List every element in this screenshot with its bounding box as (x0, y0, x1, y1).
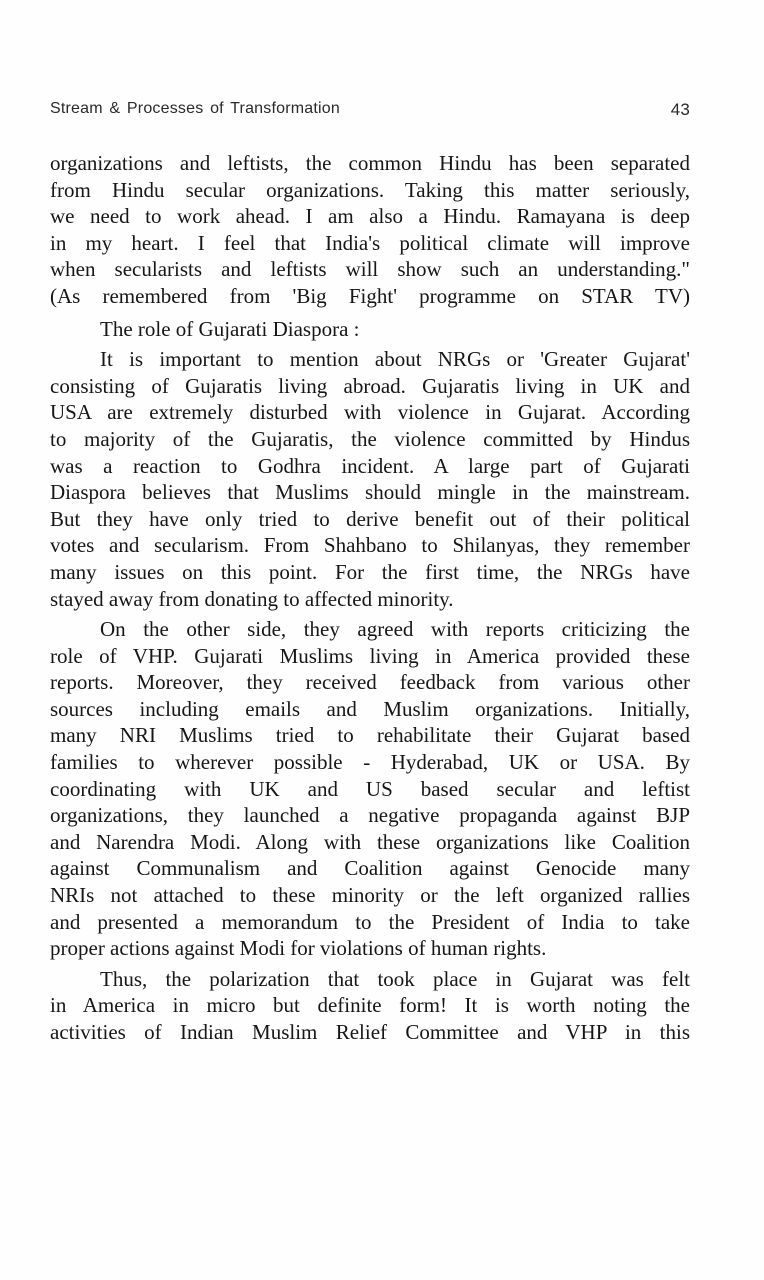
paragraph-quote-ending (50, 150, 690, 310)
text-line: from Hindu secular organizations. Taking this matter seriously, (50, 177, 690, 202)
text-line: organizations, they launched a negative propaganda against BJP (50, 803, 690, 828)
body-text (50, 150, 690, 1046)
text-line: to majority of the Gujaratis, the violence committed by Hindus (50, 426, 690, 451)
text-line: NRIs not attached to these minority or the left organized rallies (50, 883, 690, 908)
text-line: when secularists and leftists will show such an understanding." (50, 257, 690, 282)
text-line: many NRI Muslims tried to rehabilitate their Gujarat based (50, 723, 690, 748)
text-line: activities of Indian Muslim Relief Committee and VHP in this (50, 1020, 690, 1044)
text-line: Thus, the polarization that took place in Gujarat was felt (100, 966, 690, 991)
text-line: and Narendra Modi. Along with these organizations like Coalition (50, 829, 690, 854)
text-line: we need to work ahead. I am also a Hindu. Ramayana is deep (50, 204, 690, 229)
text-line: votes and secularism. From Shahbano to Shilanyas, they remember (50, 533, 690, 558)
paragraph-polarization (50, 966, 690, 1046)
running-title: Stream & Processes of Transformation (50, 100, 340, 117)
text-line: USA are extremely disturbed with violence in Gujarat. According (50, 400, 690, 425)
text-line: consisting of Gujaratis living abroad. Gujaratis living in UK and (50, 373, 690, 398)
text-line: coordinating with UK and US based secular and leftist (50, 776, 690, 801)
page-header (50, 100, 690, 124)
text-line: was a reaction to Godhra incident. A large part of Gujarati (50, 453, 690, 478)
page-number: 43 (670, 100, 690, 119)
text-line: many issues on this point. For the first time, the NRGs have (50, 559, 690, 584)
text-line: It is important to mention about NRGs or 'Greater Gujarat' (100, 347, 690, 372)
text-line: stayed away from donating to affected minority. (50, 586, 454, 611)
section-heading: The role of Gujarati Diaspora : (100, 316, 360, 341)
text-line: proper actions against Modi for violations of human rights. (50, 936, 547, 961)
text-line: Diaspora believes that Muslims should mingle in the mainstream. (50, 480, 690, 505)
text-line: families to wherever possible - Hyderabad, UK or USA. By (50, 750, 690, 775)
text-line: reports. Moreover, they received feedback from various other (50, 670, 690, 695)
paragraph-gujarati-diaspora (50, 346, 690, 612)
text-line: But they have only tried to derive benefit out of their political (50, 506, 690, 531)
text-line: role of VHP. Gujarati Muslims living in America provided these (50, 643, 690, 668)
text-line: in America in micro but definite form! It is worth noting the (50, 993, 690, 1018)
text-line: On the other side, they agreed with reports criticizing the (100, 617, 690, 642)
text-line: in my heart. I feel that India's political climate will improve (50, 230, 690, 255)
text-line: sources including emails and Muslim organizations. Initially, (50, 696, 690, 721)
text-line: organizations and leftists, the common Hindu has been separated (50, 151, 690, 175)
paragraph-other-side (50, 616, 690, 962)
text-line: (As remembered from 'Big Fight' programme on STAR TV) (50, 283, 690, 308)
text-line: and presented a memorandum to the President of India to take (50, 909, 690, 934)
text-line: against Communalism and Coalition against Genocide many (50, 856, 690, 881)
